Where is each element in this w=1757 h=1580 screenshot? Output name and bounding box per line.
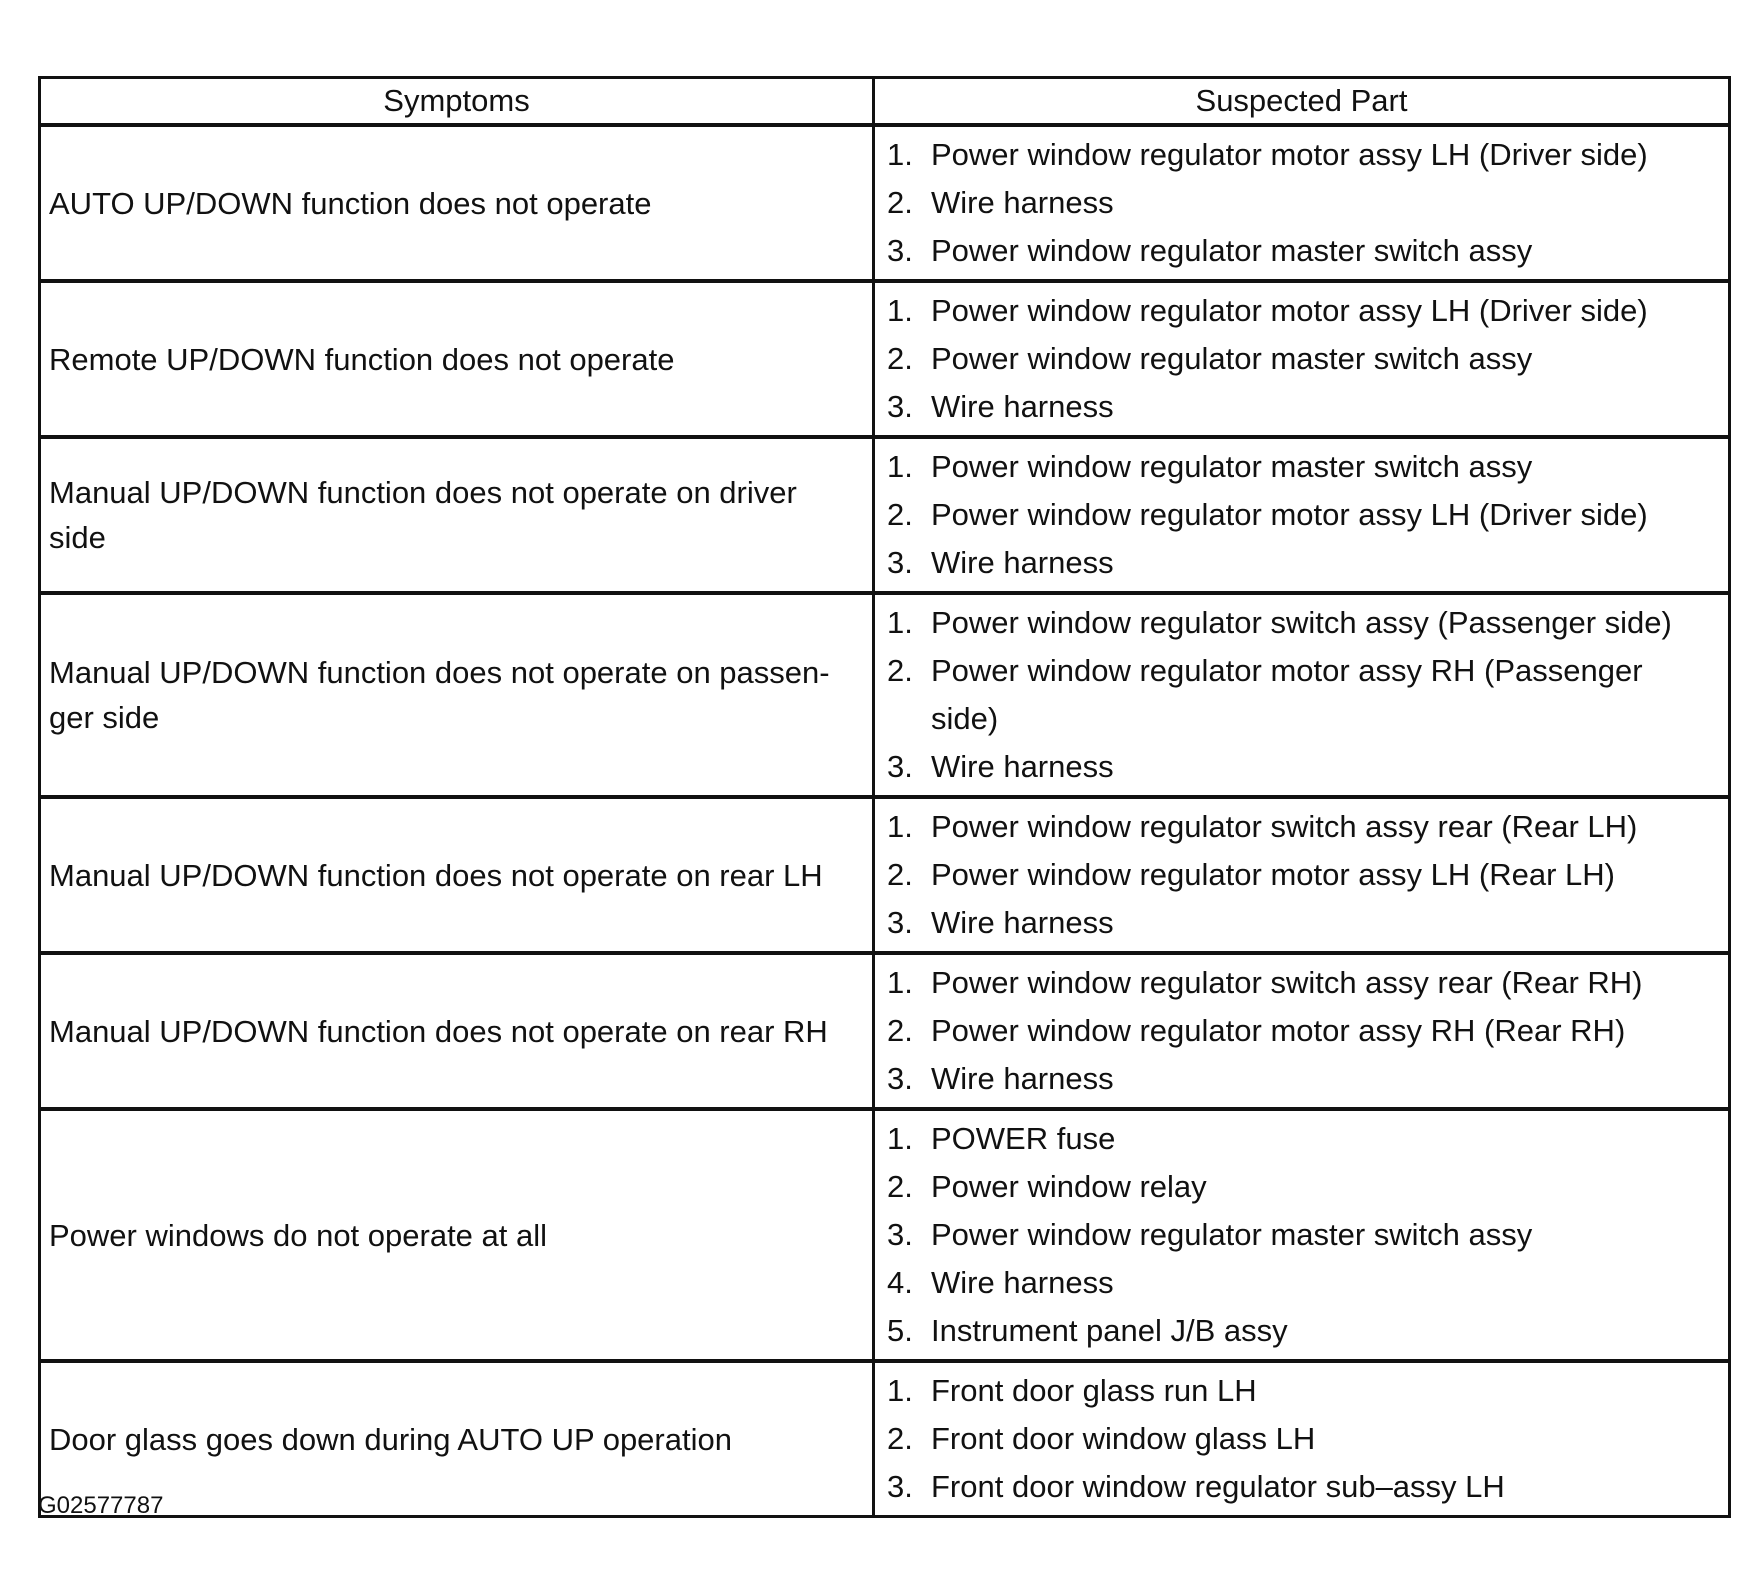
item-number: 3. bbox=[887, 389, 913, 424]
troubleshooting-sheet bbox=[38, 76, 1728, 1518]
table-row bbox=[40, 953, 1730, 1109]
part-name: Power window regulator master switch assy bbox=[931, 449, 1533, 484]
list-item bbox=[887, 335, 1716, 383]
symptom-cell: Power windows do not operate at all bbox=[40, 1109, 874, 1361]
part-name: Power window regulator motor assy LH (Rear LH) bbox=[931, 857, 1615, 892]
part-name: Wire harness bbox=[931, 545, 1114, 580]
suspected-part-cell bbox=[874, 953, 1730, 1109]
symptom-table bbox=[38, 76, 1731, 1518]
suspected-part-list bbox=[887, 803, 1716, 947]
list-item bbox=[887, 1163, 1716, 1211]
suspected-part-list bbox=[887, 599, 1716, 791]
list-item bbox=[887, 1115, 1716, 1163]
symptom-cell: Manual UP/DOWN function does not operate on rear LH bbox=[40, 797, 874, 953]
suspected-part-cell bbox=[874, 437, 1730, 593]
part-name: Power window regulator master switch assy bbox=[931, 1217, 1533, 1252]
suspected-part-cell bbox=[874, 1109, 1730, 1361]
item-number: 3. bbox=[887, 545, 913, 580]
item-number: 1. bbox=[887, 809, 913, 844]
suspected-part-list bbox=[887, 959, 1716, 1103]
list-item bbox=[887, 851, 1716, 899]
list-item bbox=[887, 647, 1716, 743]
suspected-part-list bbox=[887, 287, 1716, 431]
list-item bbox=[887, 179, 1716, 227]
item-number: 5. bbox=[887, 1313, 913, 1348]
suspected-part-column-header: Suspected Part bbox=[874, 78, 1730, 126]
item-number: 1. bbox=[887, 1373, 913, 1408]
list-item bbox=[887, 1307, 1716, 1355]
symptom-cell: Door glass goes down during AUTO UP operation bbox=[40, 1361, 874, 1517]
item-number: 2. bbox=[887, 185, 913, 220]
item-number: 1. bbox=[887, 137, 913, 172]
item-number: 2. bbox=[887, 1169, 913, 1204]
list-item bbox=[887, 1463, 1716, 1511]
part-name: Instrument panel J/B assy bbox=[931, 1313, 1288, 1348]
part-name: Wire harness bbox=[931, 905, 1114, 940]
list-item bbox=[887, 743, 1716, 791]
list-item bbox=[887, 1211, 1716, 1259]
table-row bbox=[40, 797, 1730, 953]
table-row bbox=[40, 437, 1730, 593]
table-row bbox=[40, 281, 1730, 437]
item-number: 2. bbox=[887, 857, 913, 892]
list-item bbox=[887, 383, 1716, 431]
item-number: 2. bbox=[887, 497, 913, 532]
list-item bbox=[887, 1259, 1716, 1307]
list-item bbox=[887, 491, 1716, 539]
suspected-part-cell bbox=[874, 281, 1730, 437]
list-item bbox=[887, 899, 1716, 947]
item-number: 2. bbox=[887, 653, 913, 688]
part-name: Power window regulator master switch assy bbox=[931, 341, 1533, 376]
part-name: Power window regulator motor assy LH (Driver side) bbox=[931, 497, 1648, 532]
suspected-part-list bbox=[887, 443, 1716, 587]
table-row bbox=[40, 593, 1730, 797]
item-number: 1. bbox=[887, 605, 913, 640]
item-number: 1. bbox=[887, 965, 913, 1000]
item-number: 2. bbox=[887, 1421, 913, 1456]
part-name: Power window regulator motor assy RH (Passenger side) bbox=[931, 653, 1643, 736]
part-name: Wire harness bbox=[931, 389, 1114, 424]
suspected-part-cell bbox=[874, 125, 1730, 281]
symptoms-column-header: Symptoms bbox=[40, 78, 874, 126]
suspected-part-cell bbox=[874, 1361, 1730, 1517]
suspected-part-cell bbox=[874, 593, 1730, 797]
part-name: Wire harness bbox=[931, 1265, 1114, 1300]
table-row bbox=[40, 1361, 1730, 1517]
suspected-part-cell bbox=[874, 797, 1730, 953]
part-name: Power window regulator motor assy LH (Driver side) bbox=[931, 293, 1648, 328]
part-name: Power window regulator switch assy rear (Rear LH) bbox=[931, 809, 1638, 844]
table-header-row bbox=[40, 78, 1730, 126]
table-row bbox=[40, 125, 1730, 281]
symptom-cell: Manual UP/DOWN function does not operate on passen-ger side bbox=[40, 593, 874, 797]
suspected-part-list bbox=[887, 1367, 1716, 1511]
part-name: Wire harness bbox=[931, 185, 1114, 220]
list-item bbox=[887, 803, 1716, 851]
item-number: 4. bbox=[887, 1265, 913, 1300]
symptom-cell: AUTO UP/DOWN function does not operate bbox=[40, 125, 874, 281]
item-number: 1. bbox=[887, 449, 913, 484]
item-number: 1. bbox=[887, 1121, 913, 1156]
part-name: Front door window glass LH bbox=[931, 1421, 1316, 1456]
figure-id: G02577787 bbox=[38, 1492, 164, 1519]
part-name: Power window regulator motor assy RH (Rear RH) bbox=[931, 1013, 1626, 1048]
symptom-cell: Manual UP/DOWN function does not operate on driver side bbox=[40, 437, 874, 593]
list-item bbox=[887, 287, 1716, 335]
suspected-part-list bbox=[887, 131, 1716, 275]
item-number: 3. bbox=[887, 749, 913, 784]
list-item bbox=[887, 227, 1716, 275]
part-name: Front door window regulator sub–assy LH bbox=[931, 1469, 1505, 1504]
list-item bbox=[887, 1007, 1716, 1055]
list-item bbox=[887, 443, 1716, 491]
item-number: 3. bbox=[887, 1469, 913, 1504]
table-row bbox=[40, 1109, 1730, 1361]
symptom-cell: Remote UP/DOWN function does not operate bbox=[40, 281, 874, 437]
part-name: Front door glass run LH bbox=[931, 1373, 1257, 1408]
part-name: POWER fuse bbox=[931, 1121, 1116, 1156]
item-number: 2. bbox=[887, 341, 913, 376]
list-item bbox=[887, 539, 1716, 587]
part-name: Wire harness bbox=[931, 1061, 1114, 1096]
list-item bbox=[887, 959, 1716, 1007]
item-number: 2. bbox=[887, 1013, 913, 1048]
part-name: Power window regulator master switch assy bbox=[931, 233, 1533, 268]
part-name: Power window regulator motor assy LH (Driver side) bbox=[931, 137, 1648, 172]
item-number: 3. bbox=[887, 1217, 913, 1252]
item-number: 3. bbox=[887, 233, 913, 268]
list-item bbox=[887, 599, 1716, 647]
suspected-part-list bbox=[887, 1115, 1716, 1355]
symptom-cell: Manual UP/DOWN function does not operate on rear RH bbox=[40, 953, 874, 1109]
item-number: 3. bbox=[887, 905, 913, 940]
list-item bbox=[887, 1367, 1716, 1415]
item-number: 3. bbox=[887, 1061, 913, 1096]
list-item bbox=[887, 1055, 1716, 1103]
part-name: Wire harness bbox=[931, 749, 1114, 784]
part-name: Power window regulator switch assy (Passenger side) bbox=[931, 605, 1672, 640]
list-item bbox=[887, 1415, 1716, 1463]
part-name: Power window regulator switch assy rear (Rear RH) bbox=[931, 965, 1643, 1000]
item-number: 1. bbox=[887, 293, 913, 328]
list-item bbox=[887, 131, 1716, 179]
part-name: Power window relay bbox=[931, 1169, 1207, 1204]
